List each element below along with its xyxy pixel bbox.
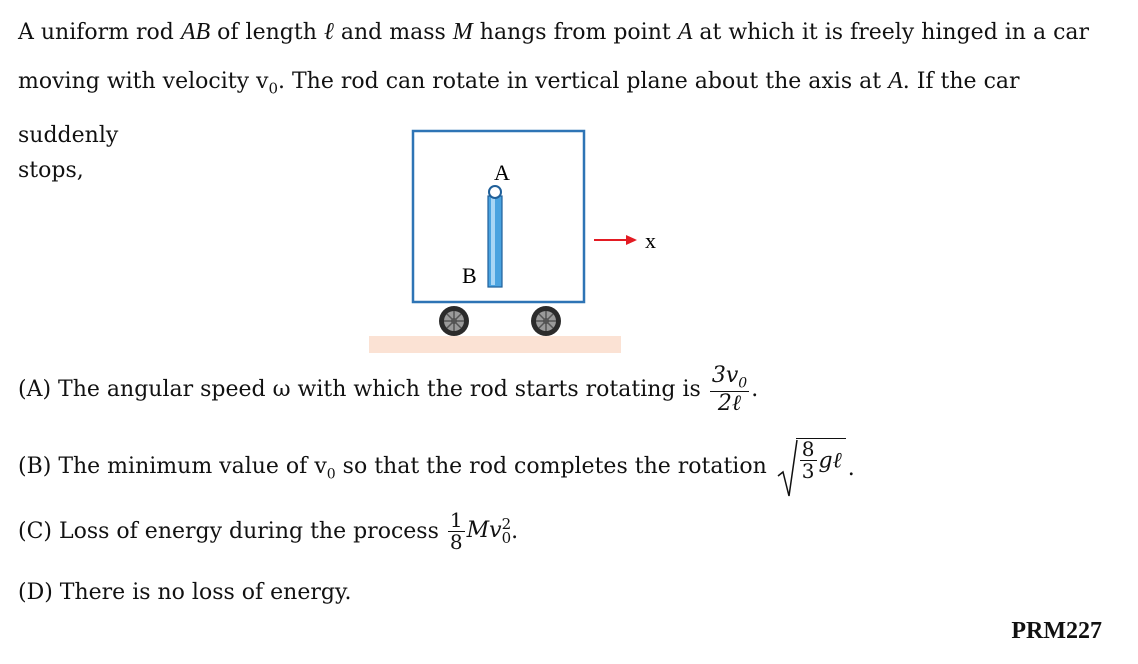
question-line-2: moving with velocity $v_0$. The rod can rotate in vertical plane about the axis at A. If the car suddenly <box>18 68 1020 149</box>
label-a: A <box>494 160 510 185</box>
fraction-a: $\frac{3v_0}{\text{2ℓ}}$ <box>711 363 748 417</box>
hinge <box>489 186 501 198</box>
option-b: (B) The minimum value of $v_0$ so that the rod completes the rotation $\frac{8}{3}$ gℓ . <box>18 438 855 498</box>
sqrt-sign <box>776 438 798 498</box>
fraction-b: $\frac{8}{3}$ <box>801 436 815 483</box>
question-code: PRM227 <box>1011 618 1102 644</box>
label-x: x <box>645 228 656 253</box>
wheel-left <box>439 306 469 336</box>
ground <box>369 336 621 353</box>
question-line-3: stops, <box>18 158 84 184</box>
rod <box>488 196 502 287</box>
question-line-1: A uniform rod AB of length ℓ and mass M hangs from point A at which it is freely hinged in a car <box>18 19 1090 45</box>
option-c: (C) Loss of energy during the process $\frac{1}{8}$ Mv 2 0 . <box>18 508 519 554</box>
question-text <box>18 8 1113 186</box>
option-d: (D) There is no loss of energy. <box>18 580 352 605</box>
fraction-c: $\frac{1}{8}$ <box>449 508 463 554</box>
option-a: (A) The angular speed ω with which the rod starts rotating is $\frac{3v_0}{\text{2ℓ}}$ . <box>18 363 759 417</box>
label-b: B <box>462 263 477 288</box>
wheel-right <box>531 306 561 336</box>
